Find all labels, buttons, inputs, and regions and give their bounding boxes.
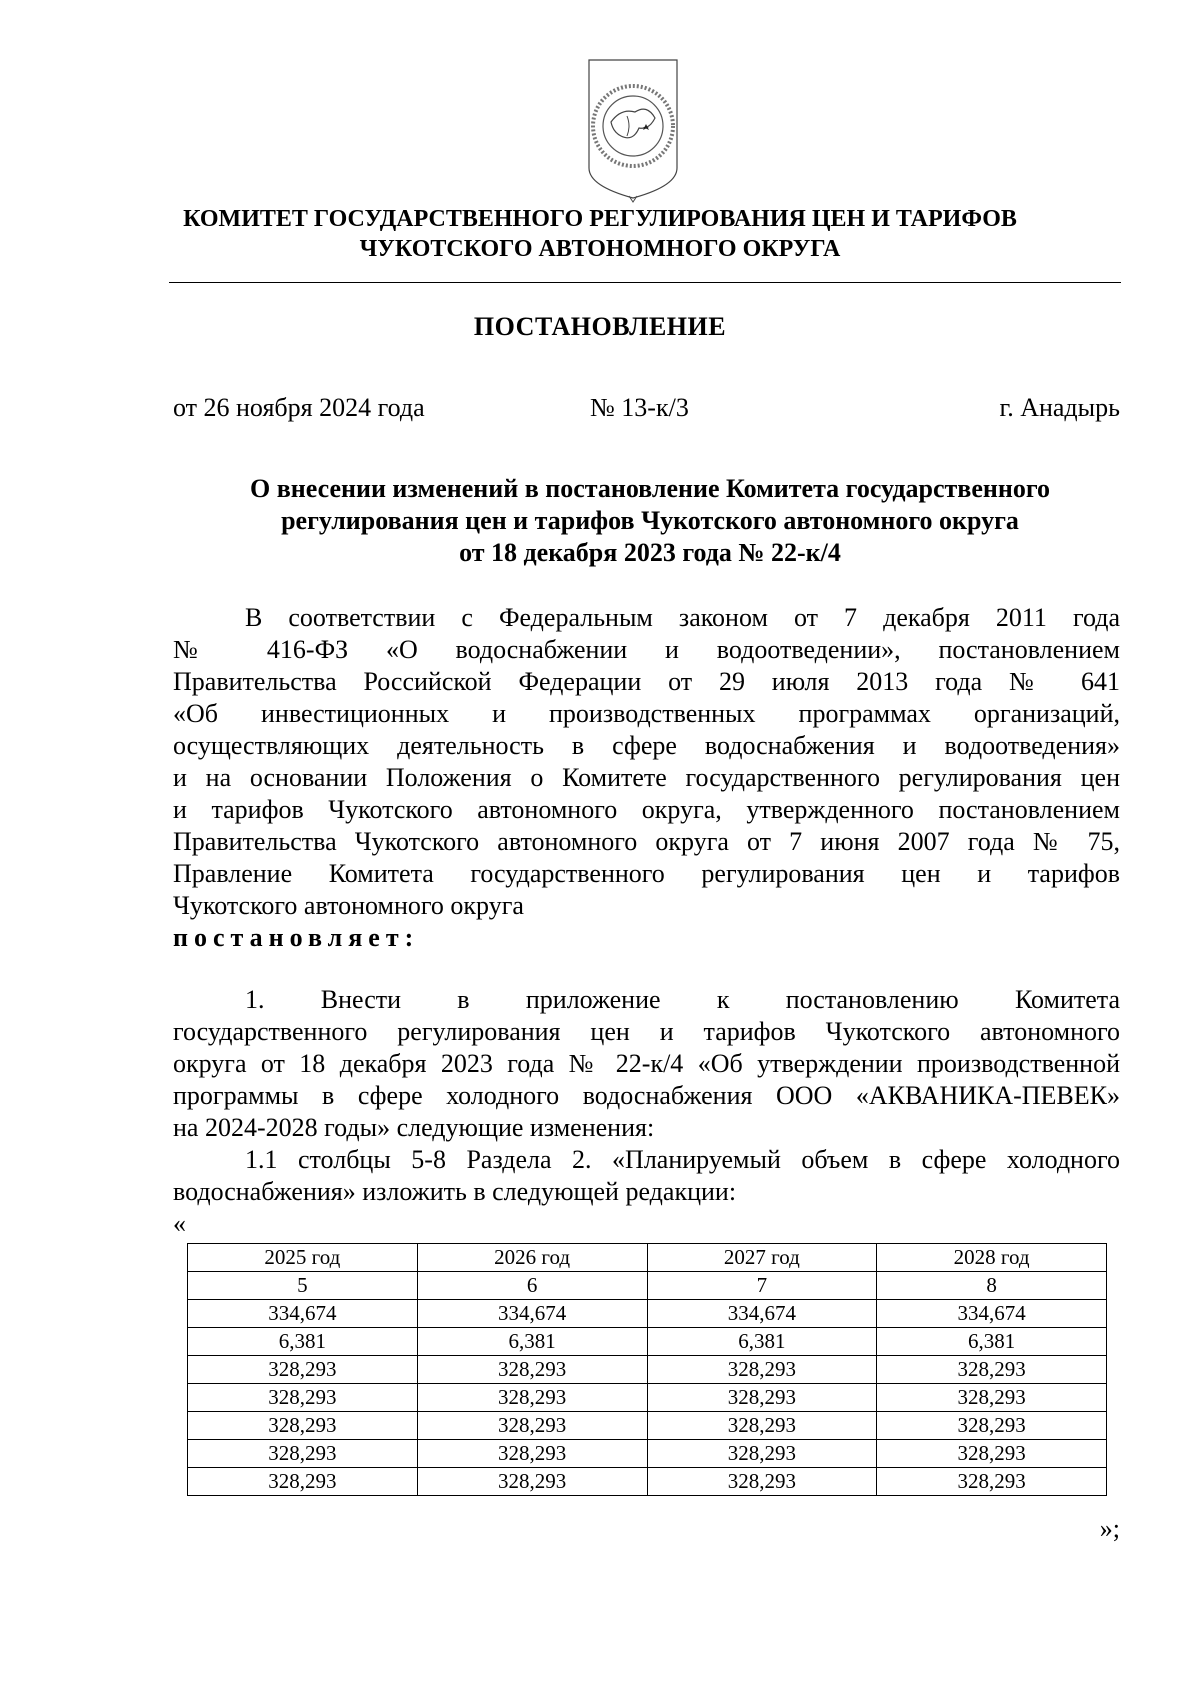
table-cell: 334,674 [877, 1300, 1107, 1328]
table-cell: 328,293 [188, 1468, 418, 1496]
preamble-line: и на основании Положения о Комитете государственного регулирования цен [173, 763, 1120, 792]
column-header: 2025 год [188, 1244, 418, 1272]
document-date: от 26 ноября 2024 года [173, 393, 425, 422]
preamble-line: Правительства Чукотского автономного округа от 7 июня 2007 года № 75, [173, 827, 1120, 856]
table-header-row [188, 1244, 1107, 1272]
table-cell: 334,674 [417, 1300, 647, 1328]
table-cell: 328,293 [877, 1356, 1107, 1384]
column-number: 7 [647, 1272, 877, 1300]
table-cell: 328,293 [877, 1384, 1107, 1412]
table-row [188, 1468, 1107, 1496]
table-column-number-row [188, 1272, 1107, 1300]
preamble-line: осуществляющих деятельность в сфере водоснабжения и водоотведения» [173, 731, 1120, 760]
preamble-line: «Об инвестиционных и производственных программах организаций, [173, 699, 1120, 728]
table-row [188, 1412, 1107, 1440]
item1-line: 1. Внести в приложение к постановлению Комитета [245, 985, 1120, 1014]
header-divider [169, 282, 1121, 283]
table-cell: 328,293 [647, 1384, 877, 1412]
table-cell: 328,293 [877, 1440, 1107, 1468]
table-cell: 328,293 [417, 1440, 647, 1468]
resolves-word: постановляет: [173, 923, 420, 952]
table-cell: 328,293 [877, 1412, 1107, 1440]
column-header: 2028 год [877, 1244, 1107, 1272]
table-cell: 328,293 [877, 1468, 1107, 1496]
subject-line: О внесении изменений в постановление Комитета государственного [249, 474, 1051, 503]
table-row [188, 1440, 1107, 1468]
column-number: 6 [417, 1272, 647, 1300]
table-cell: 334,674 [188, 1300, 418, 1328]
quote-open: « [173, 1209, 186, 1238]
table-row [188, 1300, 1107, 1328]
document-place: г. Анадырь [999, 393, 1120, 422]
table-cell: 6,381 [417, 1328, 647, 1356]
item1-line: округа от 18 декабря 2023 года № 22-к/4 «Об утверждении производственной [173, 1049, 1120, 1078]
org-name-line2: ЧУКОТСКОГО АВТОНОМНОГО ОКРУГА [359, 236, 841, 262]
table-cell: 328,293 [647, 1468, 877, 1496]
item1-1-line: водоснабжения» изложить в следующей редакции: [173, 1177, 737, 1206]
preamble-line: В соответствии с Федеральным законом от 7 декабря 2011 года [245, 603, 1120, 632]
table-cell: 328,293 [417, 1468, 647, 1496]
document-type-title: ПОСТАНОВЛЕНИЕ [473, 312, 727, 341]
table-cell: 328,293 [188, 1384, 418, 1412]
table-row [188, 1328, 1107, 1356]
table-row [188, 1384, 1107, 1412]
item1-1-line: 1.1 столбцы 5-8 Раздела 2. «Планируемый объем в сфере холодного [245, 1145, 1120, 1174]
chukotka-emblem-icon [583, 56, 683, 206]
org-name-line1: КОМИТЕТ ГОСУДАРСТВЕННОГО РЕГУЛИРОВАНИЯ ЦЕН И ТАРИФОВ [183, 206, 1017, 232]
table-cell: 328,293 [188, 1412, 418, 1440]
subject-line: регулирования цен и тарифов Чукотского автономного округа [281, 506, 1019, 535]
preamble-line: и тарифов Чукотского автономного округа, утвержденного постановлением [173, 795, 1120, 824]
preamble-line: № 416-ФЗ «О водоснабжении и водоотведении», постановлением [173, 635, 1120, 664]
table-cell: 328,293 [417, 1356, 647, 1384]
table-cell: 328,293 [647, 1356, 877, 1384]
planned-volume-table [187, 1243, 1107, 1496]
table-cell: 328,293 [188, 1356, 418, 1384]
subject-line: от 18 декабря 2023 года № 22-к/4 [459, 538, 841, 567]
document-number: № 13-к/3 [590, 393, 689, 422]
preamble-line: Правление Комитета государственного регулирования цен и тарифов [173, 859, 1120, 888]
item1-line: государственного регулирования цен и тарифов Чукотского автономного [173, 1017, 1120, 1046]
column-header: 2026 год [417, 1244, 647, 1272]
table-cell: 328,293 [647, 1440, 877, 1468]
table-cell: 6,381 [188, 1328, 418, 1356]
column-header: 2027 год [647, 1244, 877, 1272]
table-cell: 334,674 [647, 1300, 877, 1328]
quote-close: »; [1099, 1514, 1120, 1543]
table-cell: 328,293 [417, 1384, 647, 1412]
table-cell: 6,381 [877, 1328, 1107, 1356]
table-row [188, 1356, 1107, 1384]
column-number: 5 [188, 1272, 418, 1300]
item1-line: на 2024-2028 годы» следующие изменения: [173, 1113, 655, 1142]
table-cell: 6,381 [647, 1328, 877, 1356]
table-cell: 328,293 [647, 1412, 877, 1440]
preamble-line: Чукотского автономного округа [173, 891, 524, 920]
table-cell: 328,293 [417, 1412, 647, 1440]
table-cell: 328,293 [188, 1440, 418, 1468]
preamble-line: Правительства Российской Федерации от 29 июля 2013 года № 641 [173, 667, 1120, 696]
column-number: 8 [877, 1272, 1107, 1300]
item1-line: программы в сфере холодного водоснабжения ООО «АКВАНИКА-ПЕВЕК» [173, 1081, 1120, 1110]
